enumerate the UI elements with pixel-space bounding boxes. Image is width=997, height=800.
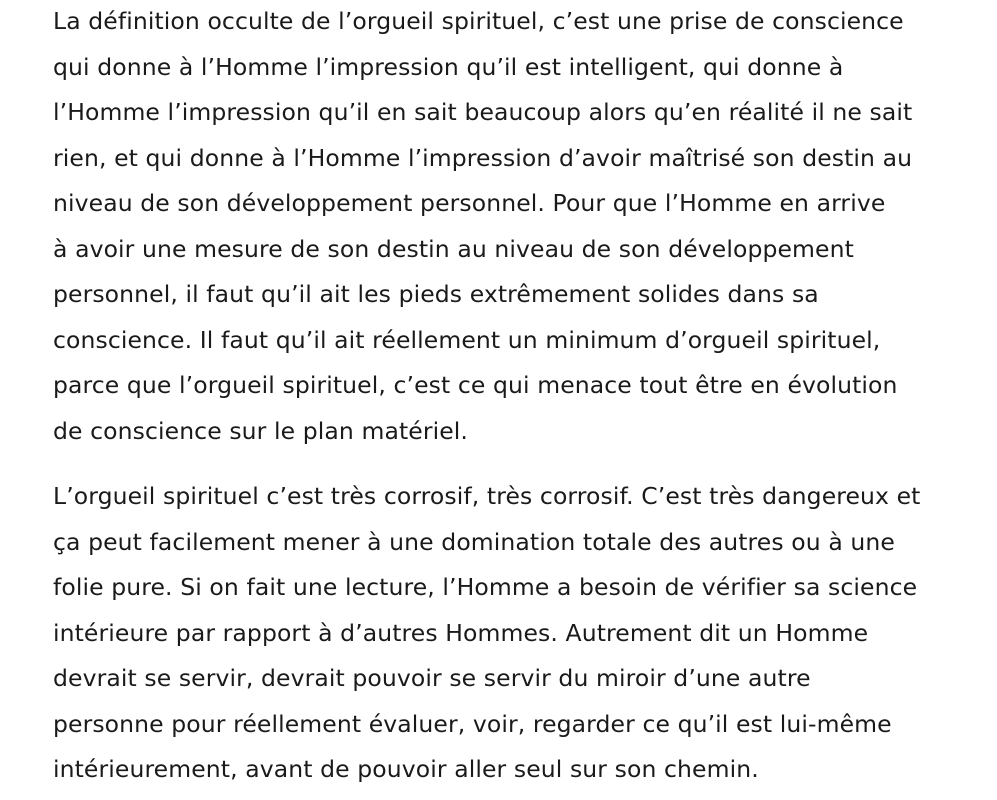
text-line: personne pour réellement évaluer, voir, regarder ce qu’il est lui-même — [53, 709, 892, 738]
text-line: intérieurement, avant de pouvoir aller seul sur son chemin. — [53, 755, 759, 783]
text-line: parce que l’orgueil spirituel, c’est ce qui menace tout être en évolution — [53, 371, 898, 399]
text-line: à avoir une mesure de son destin au niveau de son développement — [53, 234, 854, 263]
text-line: qui donne à l’Homme l’impression qu’il est intelligent, qui donne à — [53, 52, 844, 81]
text-line: niveau de son développement personnel. Pour que l’Homme en arrive — [53, 189, 886, 217]
text-line: personnel, il faut qu’il ait les pieds extrêmement solides dans sa — [53, 280, 819, 308]
text-line: l’Homme l’impression qu’il en sait beaucoup alors qu’en réalité il ne sait — [53, 98, 913, 126]
text-line: rien, et qui donne à l’Homme l’impression d’avoir maîtrisé son destin au — [53, 143, 913, 172]
text-line: devrait se servir, devrait pouvoir se servir du miroir d’une autre — [53, 664, 811, 692]
text-line: folie pure. Si on fait une lecture, l’Homme a besoin de vérifier sa science — [53, 573, 918, 601]
text-line: intérieure par rapport à d’autres Hommes. Autrement dit un Homme — [53, 618, 869, 647]
article-body — [53, 0, 948, 793]
text-line: L’orgueil spirituel c’est très corrosif, très corrosif. C’est très dangereux et — [53, 482, 921, 510]
text-line: conscience. Il faut qu’il ait réellement un minimum d’orgueil spirituel, — [53, 325, 881, 354]
paragraph-orgueil-definition — [53, 0, 948, 454]
text-line: La définition occulte de l’orgueil spirituel, c’est une prise de conscience — [53, 7, 904, 35]
paragraph-orgueil-danger — [53, 474, 948, 793]
text-line: ça peut facilement mener à une domination totale des autres ou à une — [53, 527, 895, 556]
text-line: de conscience sur le plan matériel. — [53, 416, 468, 445]
